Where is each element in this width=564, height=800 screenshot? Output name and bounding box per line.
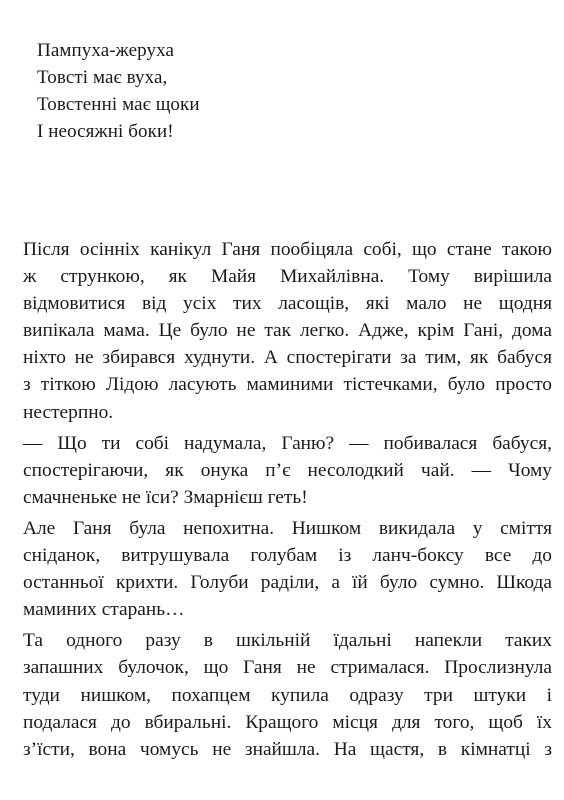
- text-line: Після осінніх канікул Ганя пообіцяла собі, що стане такою: [23, 239, 552, 260]
- text-line: з тіткою Лідою ласують маминими тістечками, було просто: [23, 374, 552, 396]
- text-line: спостерігаючи, як онука п’є несолодкий чай. — Чому: [23, 459, 552, 481]
- poem-line: Товстенні має щоки: [37, 94, 200, 115]
- text-line: Але Ганя була непохитна. Нишком викидала у сміття: [23, 517, 552, 539]
- poem-line: Пампуха-жеруха: [37, 40, 174, 61]
- text-line: останньої крихти. Голуби раділи, а їй було сумно. Шкода: [23, 572, 552, 594]
- text-line: — Що ти собі надумала, Ганю? — побивалася бабуся,: [23, 432, 552, 454]
- text-line: відмовитися від усіх тих ласощів, які мало не щодня: [23, 293, 552, 315]
- text-line: ж стрункою, як Майя Михайлівна. Тому вирішила: [23, 266, 552, 288]
- paragraph: [21, 627, 552, 762]
- text-line: з’їсти, вона чомусь не знайшла. На щастя, в кімнатці з: [23, 738, 552, 760]
- prose-body: [21, 236, 552, 763]
- text-line: нестерпно.: [23, 401, 114, 423]
- text-line: смачненьке не їси? Змарнієш геть!: [23, 486, 308, 508]
- text-line: сніданок, витрушувала голубам із ланч-боксу все до: [23, 545, 552, 567]
- text-line: випікала мама. Це було не так легко. Адже, крім Гані, дома: [23, 320, 552, 342]
- paragraph: [21, 430, 552, 511]
- text-line: туди нишком, похапцем купила одразу три штуки і: [23, 684, 552, 706]
- poem-line: І неосяжні боки!: [37, 121, 174, 142]
- text-line: маминих старань…: [23, 599, 185, 621]
- text-line: ніхто не збирався худнути. А спостерігати за тим, як бабуся: [23, 347, 552, 369]
- text-line: подалася до вбиральні. Кращого місця для того, щоб їх: [23, 711, 552, 733]
- text-line: запашних булочок, що Ганя не стрималася. Прослизнула: [23, 657, 552, 679]
- paragraph: [21, 515, 552, 623]
- paragraph: [21, 236, 552, 426]
- poem-stanza: [37, 37, 200, 145]
- text-line: Та одного разу в шкільній їдальні напекли таких: [23, 630, 552, 652]
- poem-line: Товсті має вуха,: [37, 67, 168, 88]
